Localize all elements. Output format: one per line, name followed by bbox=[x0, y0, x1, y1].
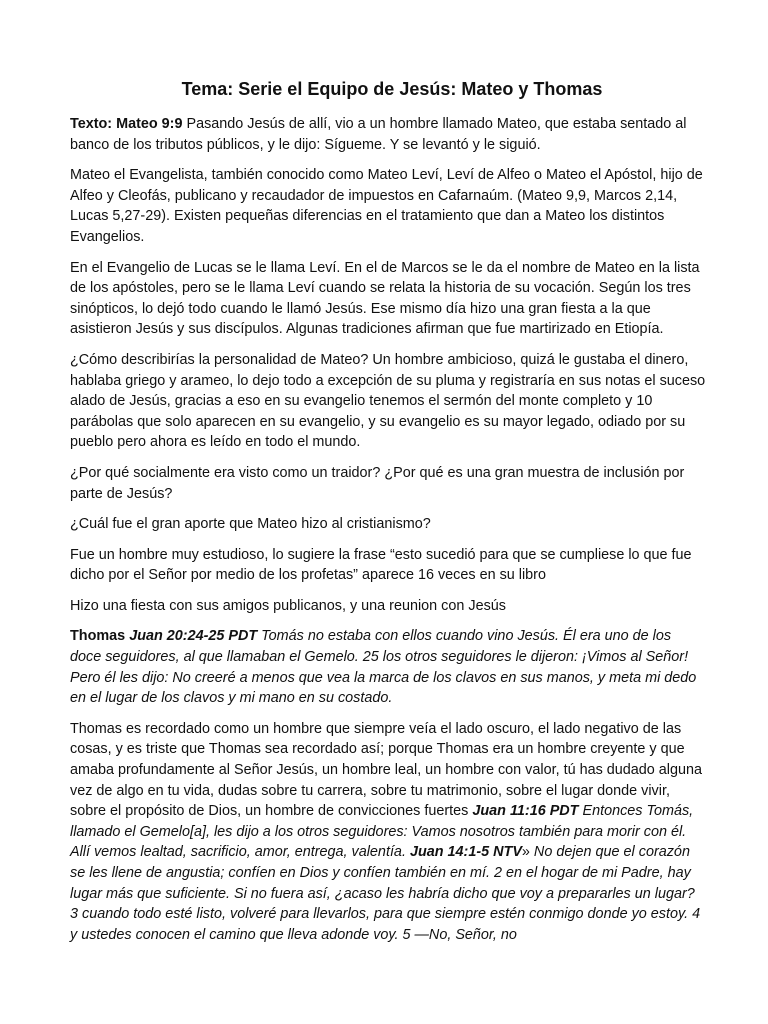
quote-mark: » bbox=[521, 844, 530, 861]
verse-text-juan-11: Entonces Tomás, llamado el Gemelo[a], les dijo a los otros seguidores: Vamos nosotros también para morir con él. Allí vemos lealtad, sacrificio, amor, entrega, valentía. bbox=[70, 803, 694, 861]
texto-label: Texto: Mateo 9:9 bbox=[70, 116, 183, 132]
thomas-verse-ref: Juan 20:24-25 PDT bbox=[129, 628, 258, 645]
paragraph-thomas-recordado bbox=[70, 719, 706, 946]
thomas-recordado-text: Thomas es recordado como un hombre que siempre veía el lado oscuro, el lado negativo de las cosas, y es triste que Thomas sea recordado así; porque Thomas era un hombre creyente y que amaba profundamente al Señor Jesús, un hombre leal, un hombre con valor, tú has dudado alguna vez de algo en tu vida, dudas sobre tu carrera, sobre tu matrimonio, sobre el lugar donde vivir, sobre el propósito de Dios, un hombre de convicciones fuertes bbox=[70, 720, 703, 820]
paragraph-texto-mateo bbox=[70, 114, 706, 155]
paragraph-question-aporte: ¿Cuál fue el gran aporte que Mateo hizo al cristianismo? bbox=[70, 516, 431, 533]
verse-ref-juan-14: Juan 14:1-5 NTV bbox=[405, 844, 522, 861]
thomas-label: Thomas bbox=[70, 628, 126, 645]
paragraph-personalidad-mateo: ¿Cómo describirías la personalidad de Mateo? Un hombre ambicioso, quizá le gustaba el dinero, hablaba griego y arameo, lo dejo todo a excepción de su pluma y registraría en sus notas el suceso alado de Jesús, gracias a eso en su evangelio tenemos el sermón del monte completo y 10 parábolas que solo aparecen en su evangelio, y su evangelio es su mayor legado, odiado por su pueblo pero ahora es leído en todo el mundo. bbox=[70, 351, 706, 451]
paragraph-fiesta: Hizo una fiesta con sus amigos publicanos, y una reunion con Jesús bbox=[70, 597, 506, 614]
thomas-verse-text: Tomás no estaba con ellos cuando vino Jesús. Él era uno de los doce seguidores, al que llamaban el Gemelo. 25 los otros seguidores le dijeron: ¡Vimos al Señor! Pero él les dijo: No creeré a menos que vea la marca de los clavos en sus manos, y meta mi dedo en el lugar de los clavos y mi mano en su costado. bbox=[70, 628, 697, 707]
verse-ref-juan-11: Juan 11:16 PDT bbox=[472, 803, 579, 820]
paragraph-mateo-evangelista: Mateo el Evangelista, también conocido como Mateo Leví, Leví de Alfeo o Mateo el Apóstol, hijo de Alfeo y Cleofás, publicano y recaudador de impuestos en Cafarnaúm. (Mateo 9,9, Marcos 2,14, Lucas 5,27-29). Existen pequeñas diferencias en el tratamiento que dan a Mateo los distintos Evangelios. bbox=[70, 167, 703, 245]
paragraph-thomas-verse bbox=[70, 626, 706, 708]
page-title: Tema: Serie el Equipo de Jesús: Mateo y Thomas bbox=[181, 79, 603, 99]
paragraph-question-traidor: ¿Por qué socialmente era visto como un traidor? ¿Por qué es una gran muestra de inclusión por parte de Jesús? bbox=[70, 464, 685, 502]
paragraph-hombre-estudioso: Fue un hombre muy estudioso, lo sugiere la frase “esto sucedió para que se cumpliese lo que fue dicho por el Señor por medio de los profetas” aparece 16 veces en su libro bbox=[70, 546, 692, 584]
texto-verse: Pasando Jesús de allí, vio a un hombre llamado Mateo, que estaba sentado al banco de los tributos públicos, y le dijo: Sígueme. Y se levantó y le siguió. bbox=[70, 116, 687, 153]
paragraph-evangelio-lucas: En el Evangelio de Lucas se le llama Leví. En el de Marcos se le da el nombre de Mateo en la lista de los apóstoles, pero se le llama Leví cuando se relata la historia de su vocación. Según los tres sinópticos, lo dejó todo cuando le llamó Jesús. Ese mismo día hizo una gran fiesta a la que asistieron Jesús y sus discípulos. Algunas tradiciones afirman que fue martirizado en Etiopía. bbox=[70, 259, 700, 338]
verse-text-juan-14: No dejen que el corazón se les llene de angustia; confíen en Dios y confíen también en mí. 2 en el hogar de mi Padre, hay lugar más que suficiente. Si no fuera así, ¿acaso les habría dicho que voy a prepararles un lugar? 3 cuando todo esté listo, volveré para llevarlos, para que siempre estén conmigo donde yo estoy. 4 y ustedes conocen el camino que lleva adonde voy. 5 —No, Señor, no bbox=[70, 844, 701, 943]
